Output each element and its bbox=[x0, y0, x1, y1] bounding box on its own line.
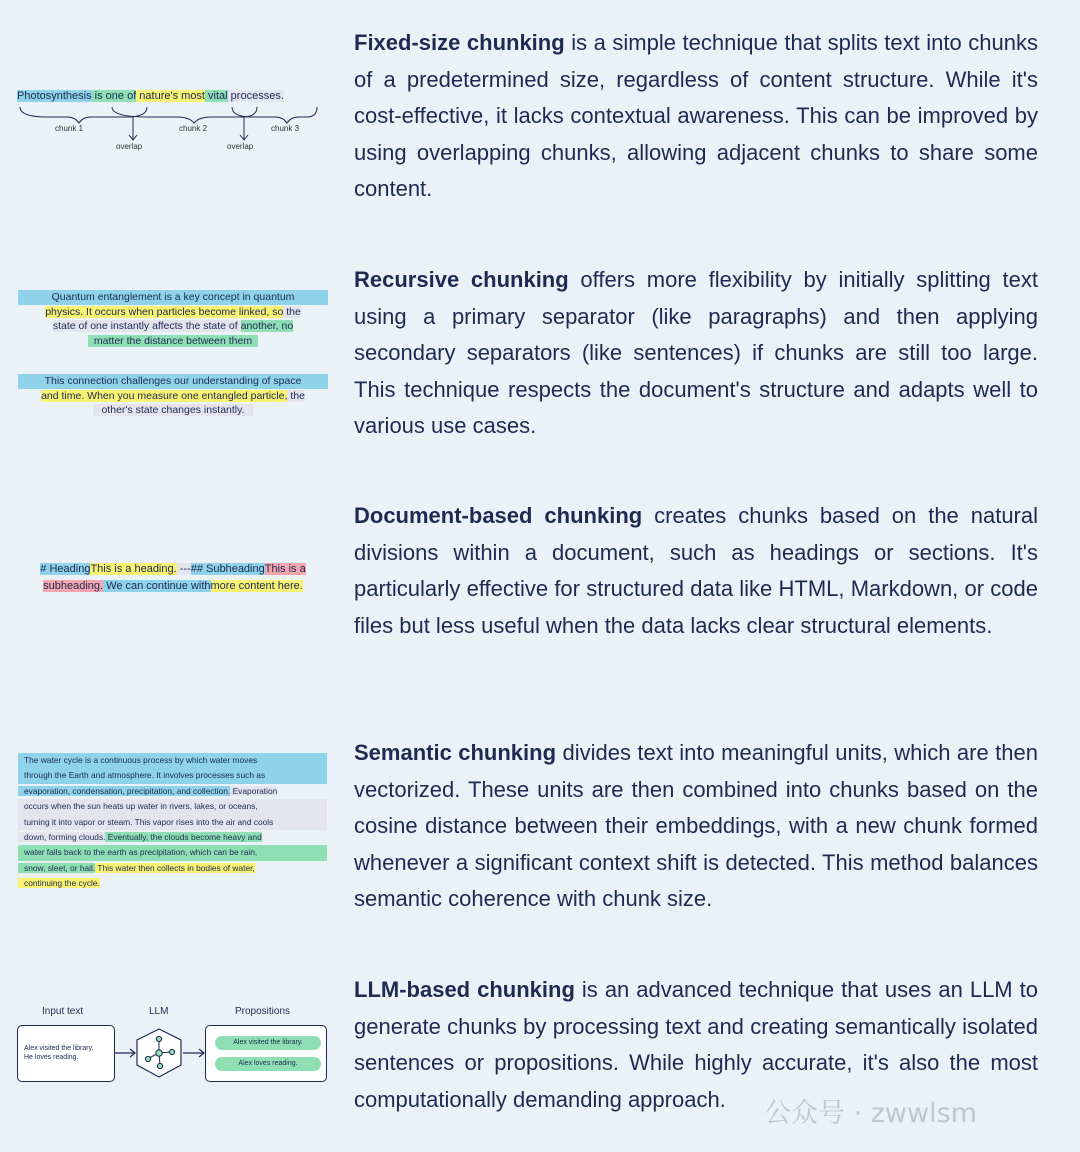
doc-subheading-marker: ## Subheading bbox=[190, 563, 265, 575]
rec-p1-line2-tail: the bbox=[283, 305, 301, 318]
recursive-paragraph-2 bbox=[18, 374, 328, 418]
rec-p1-line4: matter the distance between them bbox=[88, 335, 258, 347]
recursive-description bbox=[354, 262, 1038, 445]
doc-subheading-text-b: subheading. bbox=[43, 580, 104, 592]
rec-p1-line2: physics. It occurs when particles become linked, so bbox=[45, 305, 284, 318]
sem-line-1: The water cycle is a continuous process by which water moves bbox=[18, 753, 327, 768]
doc-heading-marker: # Heading bbox=[40, 563, 91, 575]
fixed-size-illustration bbox=[17, 87, 327, 157]
fixed-size-description bbox=[354, 25, 1038, 208]
segment-vital: vital bbox=[205, 90, 228, 102]
doc-separator: --- bbox=[176, 563, 191, 575]
fixed-size-text: is a simple technique that splits text into chunks of a predetermined size, regardless of content structure. While it's cost-effective, it lacks contextual awareness. This can be improved by using overlapping chunks, allowing adjacent chunks to share some content. bbox=[354, 30, 1039, 201]
rec-p1-line3-tail: another, no bbox=[240, 320, 294, 333]
rec-p1-line1: Quantum entanglement is a key concept in quantum bbox=[18, 290, 328, 305]
semantic-illustration bbox=[18, 753, 330, 892]
recursive-paragraph-1 bbox=[18, 290, 328, 348]
rec-p2-line3: other's state changes instantly. bbox=[93, 404, 252, 416]
chunk-3-label: chunk 3 bbox=[271, 124, 300, 133]
sem-line-6-tail: Eventually, the clouds become heavy and bbox=[105, 832, 262, 843]
input-text-label: Input text bbox=[42, 1006, 84, 1017]
recursive-text: offers more flexibility by initially splitting text using a primary separator (like paragraphs) and then applying secondary separators (like sentences) if chunks are still too large. This technique respects the document's structure and adapts well to various use cases. bbox=[354, 267, 1038, 438]
semantic-text: divides text into meaningful units, which are then vectorized. These units are then combined into chunks based on the cosine distance between their embeddings, with a new chunk formed whenever a significant context shift is detected. This method balances semantic coherence with chunk size. bbox=[354, 740, 1038, 911]
llm-based-illustration bbox=[17, 1002, 329, 1084]
llm-label: LLM bbox=[149, 1006, 169, 1017]
propositions-box bbox=[205, 1025, 327, 1082]
chunk-1-label: chunk 1 bbox=[55, 124, 84, 133]
overlap-1-label: overlap bbox=[116, 142, 143, 151]
sem-line-5: turning it into vapor or steam. This vapor rises into the air and cools bbox=[18, 815, 327, 830]
llm-based-text: is an advanced technique that uses an LLM to generate chunks by processing text and creating semantically isolated sentences or propositions. While highly accurate, it's also the most computationally demanding approach. bbox=[354, 977, 1038, 1112]
watermark: 公众号 · zwwlsm bbox=[764, 1098, 977, 1129]
rec-p2-line1: This connection challenges our understanding of space bbox=[18, 374, 328, 389]
proposition-1: Alex visited the library. bbox=[215, 1036, 321, 1050]
semantic-title: Semantic chunking bbox=[354, 740, 557, 765]
sem-line-6: down, forming clouds. bbox=[18, 832, 105, 842]
input-line-2: He loves reading. bbox=[24, 1054, 79, 1061]
sem-line-3: evaporation, condensation, precipitation, and collection. bbox=[18, 786, 230, 796]
segment-photosynthesis: Photosynthesis bbox=[17, 90, 92, 102]
doc-heading-text: This is a heading. bbox=[90, 563, 177, 575]
semantic-description bbox=[354, 735, 1038, 918]
doc-continue-text: We can continue with bbox=[103, 580, 211, 592]
sem-line-9: continuing the cycle. bbox=[18, 878, 100, 888]
chunk-braces bbox=[17, 103, 327, 163]
fixed-size-title: Fixed-size chunking bbox=[354, 30, 565, 55]
sem-line-8-tail: This water then collects in bodies of water, bbox=[95, 862, 255, 873]
sem-line-7: water falls back to the earth as precipitation, which can be rain, bbox=[18, 845, 327, 860]
document-based-text: creates chunks based on the natural divisions within a document, such as headings or sections. It's particularly effective for structured data like HTML, Markdown, or code files but less useful when the data lacks clear structural elements. bbox=[354, 503, 1038, 638]
sem-line-2: through the Earth and atmosphere. It involves processes such as bbox=[18, 768, 327, 783]
chunk-2-label: chunk 2 bbox=[179, 124, 208, 133]
segment-processes: processes. bbox=[227, 90, 284, 102]
sem-line-3-tail: Evaporation bbox=[230, 785, 278, 796]
sem-line-4: occurs when the sun heats up water in rivers, lakes, or oceans, bbox=[18, 799, 327, 814]
doc-more-content: more content here. bbox=[210, 580, 303, 592]
doc-subheading-text-a: This is a bbox=[264, 563, 306, 575]
document-based-description bbox=[354, 498, 1038, 644]
input-line-1: Alex visited the library. bbox=[24, 1045, 94, 1052]
overlap-2-label: overlap bbox=[227, 142, 254, 151]
sem-line-8: snow, sleet, or hail. bbox=[18, 863, 95, 873]
llm-based-title: LLM-based chunking bbox=[354, 977, 575, 1002]
rec-p1-line3: state of one instantly affects the state of bbox=[52, 320, 241, 333]
document-based-title: Document-based chunking bbox=[354, 503, 643, 528]
document-based-illustration bbox=[18, 561, 328, 595]
segment-is-one-of: is one of bbox=[91, 90, 137, 102]
rec-p2-line2-tail: the bbox=[287, 389, 305, 402]
propositions-label: Propositions bbox=[235, 1006, 291, 1017]
recursive-title: Recursive chunking bbox=[354, 267, 569, 292]
segment-natures-most: nature's most bbox=[136, 90, 205, 102]
rec-p2-line2: and time. When you measure one entangled particle, bbox=[41, 389, 288, 402]
proposition-2: Alex loves reading. bbox=[215, 1057, 321, 1071]
